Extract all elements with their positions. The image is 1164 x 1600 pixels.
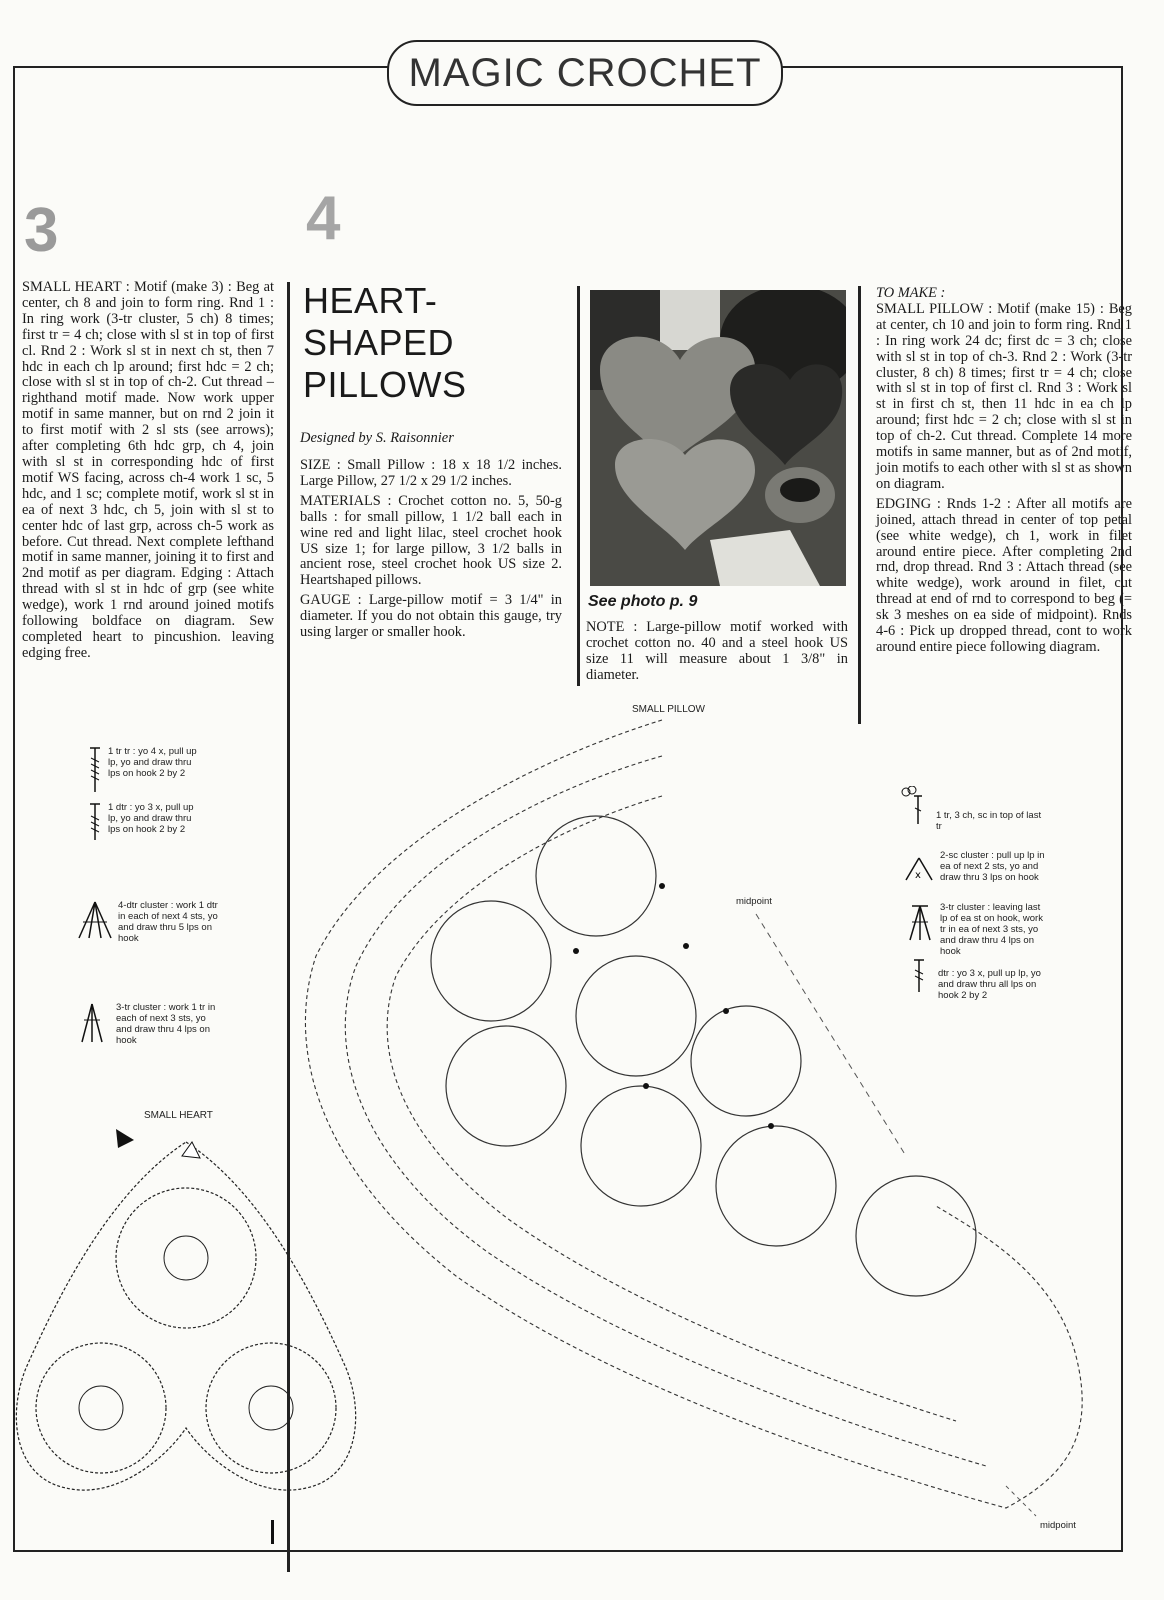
gauge-text: GAUGE : Large-pillow motif = 3 1/4" in diameter. If you do not obtain this gauge, try using larger or smaller hook.	[300, 592, 562, 641]
section-number-3: 3	[24, 196, 59, 265]
edging-text: EDGING : Rnds 1-2 : After all motifs are joined, attach thread in center of top petal (see white wedge), ch 1, work in filet around entire piece. After completing 2nd rnd, drop thread. Rnd 3 : Attach thread (see white wedge), work around in filet, cut thread at end of rnd to correspond to beg (= sk 3 meshes on ea side of midpoint). Rnds 4-6 : Pick up dropped thread, cont to work around entire piece following diagram.	[876, 495, 1132, 655]
picot-tr-icon	[898, 786, 928, 826]
size-text: SIZE : Small Pillow : 18 x 18 1/2 inches. Large Pillow, 27 1/2 x 29 1/2 inches.	[300, 457, 562, 489]
small-heart-text: SMALL HEART : Motif (make 3) : Beg at center, ch 8 and join to form ring. Rnd 1 : In ring work (3-tr cluster, 5 ch) 8 times; first tr = 4 ch; close with sl st in top of first cl. Rnd 2 : Work sl st in next ch st, then 7 hdc in each ch lp around; first hdc = 2 ch; close with sl st in top of ch-2. Cut thread – righthand motif made. Now work upper motif in same manner, but on rnd 2 join it to first motif with 2 sl sts (see arrows); after completing 6th hdc grp, ch 4, join with sl st in corresponding hdc of first motif WS facing, across ch-4 work 1 sc, 5 hdc, and 1 sc; complete motif, work sl st in ea of next 3 hdc, ch 5, join with sl st to center hdc of last grp, across ch-5 work as before. Cut thread. Next complete lefthand motif in same manner, joining it to first and 2nd motif as per diagram. Edging : Attach thread with sl st in hdc of grp (see white wedge), work 1 rnd around joined motifs following boldface on diagram. Sew completed heart to pincushion. leaving edging free.	[22, 279, 274, 661]
header-title: MAGIC CROCHET	[408, 50, 762, 95]
legend-tr3-right: 3-tr cluster : leaving last lp of ea st on hook, work tr in ea of next 3 sts, yo and draw thru 4 lps on hook	[940, 902, 1043, 957]
dtr-symbol-icon	[86, 802, 106, 842]
small-heart-instructions	[22, 280, 274, 666]
svg-text:x: x	[915, 870, 921, 881]
to-make-heading: TO MAKE :	[876, 285, 946, 301]
note-section	[586, 620, 848, 688]
small-pillow-text: SMALL PILLOW : Motif (make 15) : Beg at center, ch 10 and join to form ring. Rnd 1 : In ring work 24 dc; first dc = 3 ch; close with sl st in top of ch-3. Rnd 2 : Work (3-tr cluster, 8 ch) 8 times; first tr = 4 ch; close with sl st in top of first cl. Rnd 3 : Work sl st in first ch st, then 11 hdc in ea ch lp around; first hdc = 2 ch; close with sl st in top of ch-2. Cut thread. Complete 14 more motifs in same manner, but as of 2nd motif, join motifs to each other with sl st as shown on diagram.	[876, 300, 1132, 492]
pillows-photo-art	[590, 290, 846, 586]
photo-caption: See photo p. 9	[588, 593, 698, 610]
tr3-cluster-icon	[78, 1002, 106, 1044]
section-number-4: 4	[306, 184, 341, 253]
legend-picot: 1 tr, 3 ch, sc in top of last tr	[936, 810, 1042, 832]
designer-credit: Designed by S. Raisonnier	[300, 430, 454, 446]
legend-tr3: 3-tr cluster : work 1 tr in each of next 3 sts, yo and draw thru 4 lps on hook	[116, 1002, 216, 1046]
note-text: NOTE : Large-pillow motif worked with crochet cotton no. 40 and a steel hook US size 11 will measure about 1 3/8" in diameter.	[586, 619, 848, 683]
midpoint-label-bottom: midpoint	[1040, 1520, 1076, 1531]
dtr-right-icon	[912, 958, 926, 994]
legend-dtr: 1 dtr : yo 3 x, pull up lp, yo and draw thru lps on hook 2 by 2	[108, 802, 194, 835]
article-title	[303, 280, 467, 406]
title-line-2: SHAPED	[303, 322, 455, 363]
to-make-section	[876, 286, 1132, 660]
page-marker	[271, 1520, 274, 1544]
small-heart-diagram-title: SMALL HEART	[144, 1110, 213, 1121]
small-pillow-diagram-title: SMALL PILLOW	[632, 704, 705, 715]
header-banner	[387, 40, 783, 106]
pillows-photo	[590, 290, 846, 586]
column-divider	[577, 286, 580, 686]
dtr4-cluster-icon	[75, 900, 115, 940]
legend-sc2: 2-sc cluster : pull up lp in ea of next 2 sts, yo and draw thru 3 lps on hook	[940, 850, 1045, 883]
small-pillow-diagram	[296, 716, 1106, 1524]
legend-dtr-right: dtr : yo 3 x, pull up lp, yo and draw thru all lps on hook 2 by 2	[938, 968, 1041, 1001]
materials-text: MATERIALS : Crochet cotton no. 5, 50-g balls : for small pillow, 1 1/2 ball each in wine red and light lilac, steel crochet hook US size 1; for large pillow, 3 1/2 balls in ancient rose, steel crochet hook US size 2. Heartshaped pillows.	[300, 492, 562, 589]
title-line-1: HEART-	[303, 280, 438, 321]
legend-dtr4: 4-dtr cluster : work 1 dtr in each of next 4 sts, yo and draw thru 5 lps on hook	[118, 900, 218, 944]
sc2-cluster-icon	[904, 856, 934, 882]
title-line-3: PILLOWS	[303, 364, 467, 405]
midpoint-label-top: midpoint	[736, 896, 772, 907]
tr3-cluster-right-icon	[906, 904, 934, 942]
column-divider	[858, 286, 861, 724]
legend-trtr: 1 tr tr : yo 4 x, pull up lp, yo and draw thru lps on hook 2 by 2	[108, 746, 197, 779]
trtr-symbol-icon	[86, 746, 106, 794]
pillow-specs	[300, 458, 562, 645]
